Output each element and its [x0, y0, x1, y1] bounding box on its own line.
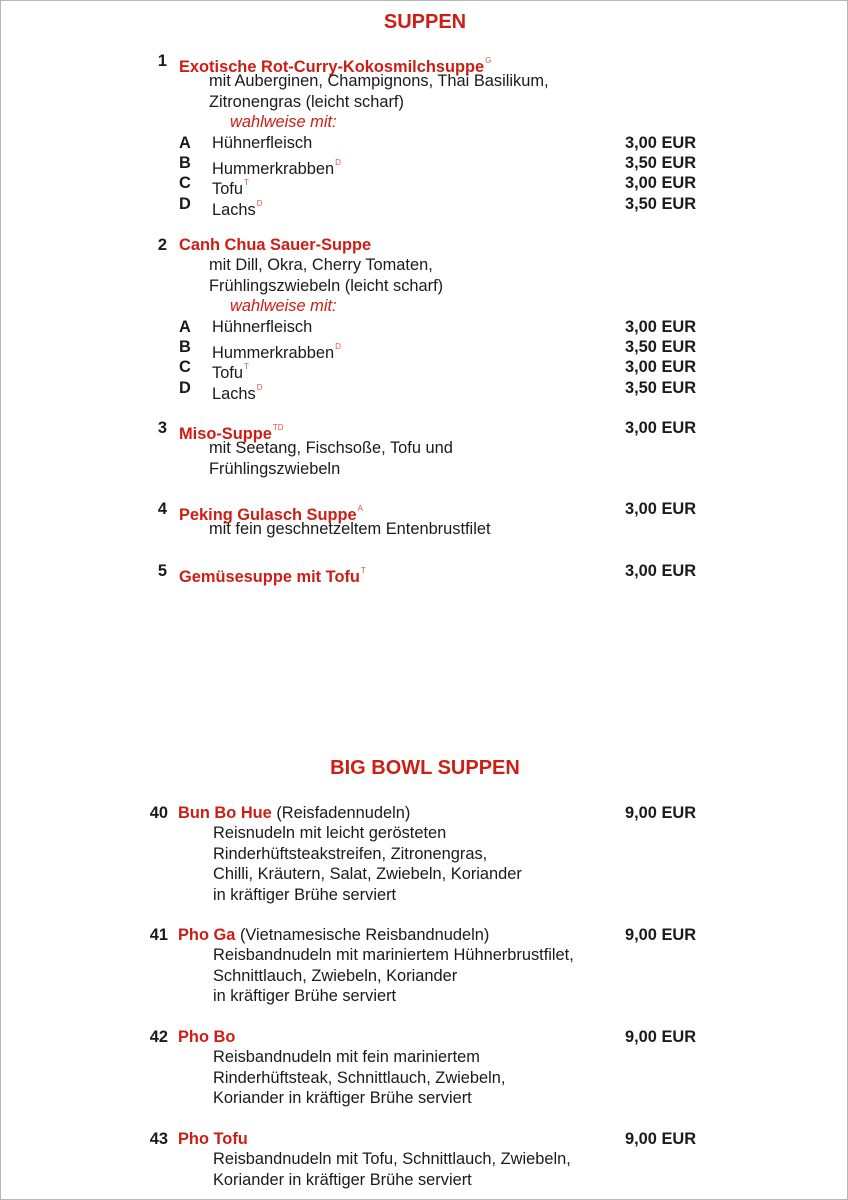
option-row [1, 153, 848, 178]
item-number: 40 [149, 804, 168, 822]
item-price: 9,00 EUR [625, 1028, 697, 1046]
allergen-marker: A [357, 504, 363, 513]
menu-item [1, 1027, 848, 1109]
item-description: Chilli, Kräutern, Salat, Zwiebeln, Koriander [213, 865, 522, 884]
option-name [212, 194, 263, 220]
menu-item [1, 51, 848, 219]
choice-label: wahlweise mit: [230, 297, 337, 316]
item-description: Reisbandnudeln mit mariniertem Hühnerbrustfilet, [213, 946, 574, 965]
item-price: 3,00 EUR [625, 500, 697, 518]
item-number: 5 [157, 562, 167, 580]
item-header [1, 418, 848, 443]
description-line [1, 945, 848, 965]
item-price: 3,00 EUR [625, 133, 697, 152]
allergen-marker: TD [272, 423, 284, 432]
item-description: in kräftiger Brühe serviert [213, 987, 397, 1006]
option-letter: A [179, 317, 191, 336]
description-line [1, 1088, 848, 1108]
item-name [179, 561, 366, 587]
description-line [1, 1149, 848, 1169]
description-line [1, 823, 848, 843]
item-description: Rinderhüftsteak, Schnittlauch, Zwiebeln, [213, 1068, 506, 1087]
allergen-marker: D [256, 382, 263, 392]
item-name-text: Canh Chua Sauer-Suppe [179, 236, 372, 254]
option-name-text: Hühnerfleisch [212, 317, 313, 336]
item-number: 42 [149, 1028, 168, 1046]
menu-item [1, 499, 848, 540]
option-row [1, 173, 848, 199]
description-line [1, 1068, 848, 1088]
item-price: 3,00 EUR [625, 419, 697, 437]
option-letter: B [179, 337, 191, 356]
option-name [212, 317, 312, 337]
allergen-marker: T [360, 566, 366, 575]
item-name-text: Pho Bo [178, 1028, 236, 1046]
option-row [1, 378, 848, 403]
option-name-text: Lachs [212, 384, 256, 403]
allergen-marker: G [485, 56, 492, 65]
description-line [1, 864, 848, 884]
description-line [1, 885, 848, 905]
item-price: 3,50 EUR [625, 194, 697, 213]
item-name-note: (Reisfadennudeln) [271, 804, 411, 822]
item-description: mit Seetang, Fischsoße, Tofu und [209, 439, 453, 458]
item-description: mit fein geschnetzeltem Entenbrustfilet [209, 520, 491, 539]
item-description: Koriander in kräftiger Brühe serviert [213, 1089, 472, 1108]
item-header [1, 1129, 848, 1149]
item-name [178, 1027, 235, 1047]
description-line [1, 986, 848, 1006]
menu-item [1, 561, 848, 586]
option-name-text: Lachs [212, 200, 256, 219]
item-header [1, 803, 848, 823]
item-number: 3 [157, 419, 167, 437]
item-name [178, 1129, 248, 1149]
item-name-text: Miso-Suppe [179, 425, 272, 443]
item-description: Reisbandnudeln mit Tofu, Schnittlauch, Zwiebeln, [213, 1150, 571, 1169]
menu-item [1, 235, 848, 403]
item-name-text: Pho Ga [178, 926, 236, 944]
description-line [1, 276, 848, 296]
item-price: 3,00 EUR [625, 358, 697, 377]
option-letter: B [179, 153, 191, 172]
item-number: 1 [157, 52, 167, 70]
section-title-big-bowl-suppen: BIG BOWL SUPPEN [330, 757, 520, 779]
item-header [1, 925, 848, 945]
option-name-text: Tofu [212, 180, 243, 199]
description-line [1, 255, 848, 275]
item-price: 3,50 EUR [625, 337, 697, 356]
item-price: 9,00 EUR [625, 926, 697, 944]
option-row [1, 337, 848, 362]
item-name-note: (Vietnamesische Reisbandnudeln) [235, 926, 490, 944]
option-letter: C [179, 358, 191, 377]
item-description: Schnittlauch, Zwiebeln, Koriander [213, 966, 458, 985]
option-name-text: Tofu [212, 364, 243, 383]
item-description: Reisbandnudeln mit fein mariniertem [213, 1048, 480, 1067]
allergen-marker: T [243, 362, 249, 372]
option-name-text: Hühnerfleisch [212, 133, 313, 152]
item-name [179, 235, 371, 255]
item-description: Reisnudeln mit leicht gerösteten [213, 824, 447, 843]
item-price: 3,50 EUR [625, 153, 697, 172]
description-line [1, 1170, 848, 1190]
allergen-marker: D [335, 341, 341, 351]
option-name-text: Hummerkrabben [212, 159, 335, 178]
item-header [1, 1027, 848, 1047]
description-line [1, 966, 848, 986]
allergen-marker: D [335, 157, 341, 167]
item-number: 41 [149, 926, 168, 944]
description-line [1, 438, 848, 458]
item-price: 9,00 EUR [625, 1130, 697, 1148]
choice-label: wahlweise mit: [230, 113, 337, 132]
item-description: Rinderhüftsteakstreifen, Zitronengras, [213, 844, 488, 863]
section-title-suppen: SUPPEN [383, 11, 467, 33]
description-line [1, 459, 848, 479]
item-header [1, 499, 848, 524]
item-header [1, 561, 848, 586]
description-line [1, 71, 848, 91]
menu-item [1, 418, 848, 479]
description-line [1, 92, 848, 112]
item-name [178, 925, 489, 945]
item-description: Frühlingszwiebeln [209, 459, 341, 478]
item-name-text: Bun Bo Hue [178, 804, 272, 822]
menu-item [1, 925, 848, 1007]
option-letter: A [179, 133, 191, 152]
item-header [1, 235, 848, 255]
item-price: 3,50 EUR [625, 378, 697, 397]
item-number: 4 [157, 500, 167, 518]
item-name-text: Peking Gulasch Suppe [179, 506, 357, 524]
option-letter: C [179, 174, 191, 193]
item-price: 9,00 EUR [625, 804, 697, 822]
item-name-text: Gemüsesuppe mit Tofu [179, 568, 360, 586]
item-description: Koriander in kräftiger Brühe serviert [213, 1170, 472, 1189]
description-line [1, 1047, 848, 1067]
option-letter: D [179, 194, 191, 213]
description-line [1, 844, 848, 864]
menu-item [1, 803, 848, 905]
item-price: 3,00 EUR [625, 174, 697, 193]
option-name-text: Hummerkrabben [212, 343, 335, 362]
option-row [1, 357, 848, 383]
item-header [1, 51, 848, 76]
option-letter: D [179, 378, 191, 397]
item-name [178, 803, 410, 823]
option-row [1, 194, 848, 219]
item-description: mit Auberginen, Champignons, Thai Basilikum, [209, 72, 549, 91]
option-name [212, 378, 263, 404]
item-number: 43 [149, 1130, 168, 1148]
choice-line [1, 112, 848, 132]
item-description: mit Dill, Okra, Cherry Tomaten, [209, 256, 433, 275]
item-name-text: Pho Tofu [178, 1130, 248, 1148]
choice-line [1, 296, 848, 316]
item-number: 2 [157, 236, 167, 254]
item-price: 3,00 EUR [625, 562, 697, 580]
item-description: in kräftiger Brühe serviert [213, 885, 397, 904]
allergen-marker: T [243, 178, 249, 188]
item-name-text: Exotische Rot-Curry-Kokosmilchsuppe [179, 58, 485, 76]
item-description: Frühlingszwiebeln (leicht scharf) [209, 276, 444, 295]
option-name [212, 133, 312, 153]
option-row [1, 317, 848, 337]
menu-item [1, 1129, 848, 1190]
item-description: Zitronengras (leicht scharf) [209, 92, 404, 111]
option-row [1, 133, 848, 153]
description-line [1, 519, 848, 539]
item-price: 3,00 EUR [625, 317, 697, 336]
allergen-marker: D [256, 198, 263, 208]
